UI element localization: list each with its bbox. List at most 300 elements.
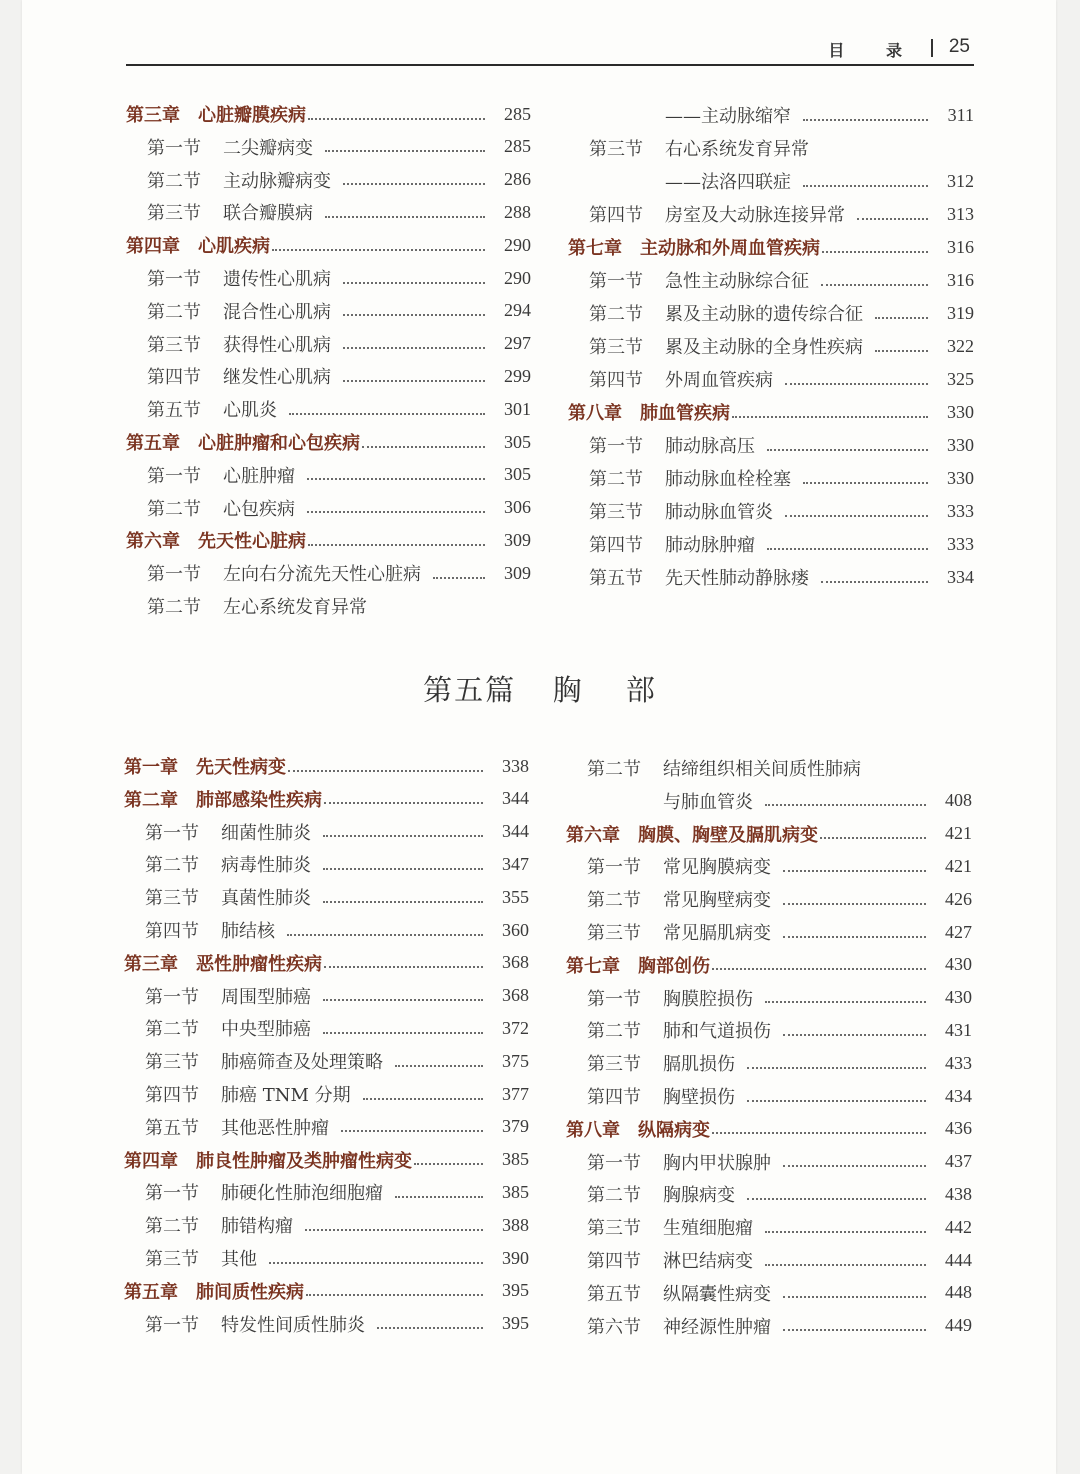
- toc-section-entry: [126, 461, 531, 489]
- toc-section-entry: [566, 1213, 972, 1241]
- dot-leader: [323, 998, 483, 1001]
- toc-page-number: 311: [947, 104, 974, 125]
- toc-page-number: 309: [504, 562, 531, 583]
- toc-section-number: 第二节: [145, 1019, 199, 1041]
- toc-section-entry: [566, 984, 972, 1012]
- toc-entry-title: 房室及大动脉连接异常: [665, 205, 845, 226]
- toc-chapter-entry: [124, 752, 529, 780]
- toc-page-number: 330: [947, 401, 974, 422]
- toc-section-number: 第三节: [587, 923, 641, 944]
- toc-page-number: 437: [945, 1151, 972, 1172]
- toc-section-entry: [124, 1310, 529, 1338]
- dot-leader: [820, 836, 926, 839]
- toc-page-number: 368: [502, 985, 529, 1006]
- dot-leader: [875, 349, 928, 352]
- toc-section-number: 第二节: [589, 469, 643, 490]
- toc-section-entry: [126, 592, 531, 620]
- toc-entry-title: 左向右分流先天性心脏病: [223, 564, 421, 586]
- dot-leader: [785, 514, 928, 517]
- dot-leader: [875, 316, 928, 319]
- toc-section-entry: [568, 200, 974, 228]
- page-number: 25: [948, 36, 970, 57]
- toc-entry-title: 累及主动脉的遗传综合征: [665, 304, 863, 325]
- dot-leader: [747, 1066, 926, 1069]
- dot-leader: [323, 1031, 483, 1034]
- toc-section-number: 第一节: [147, 564, 201, 586]
- toc-entry-title: 心肌炎: [223, 400, 277, 422]
- toc-entry-title: 胸膜腔损伤: [663, 988, 753, 1010]
- toc-section-entry: [126, 395, 531, 423]
- toc-chapter-entry: [568, 233, 974, 261]
- dot-leader: [783, 1328, 926, 1331]
- toc-section-entry: [126, 133, 531, 161]
- toc-page-number: 436: [945, 1118, 972, 1139]
- part-title-prefix: 第五篇: [423, 673, 517, 707]
- toc-page-number: 325: [947, 368, 974, 389]
- toc-section-number: 第六节: [587, 1316, 641, 1338]
- part-title-name: 胸 部: [552, 673, 657, 707]
- toc-section-number: 第一节: [589, 436, 643, 457]
- toc-entry-title: 肺错构瘤: [221, 1216, 293, 1238]
- dot-leader: [269, 1261, 483, 1264]
- toc-page-number: 434: [945, 1085, 972, 1106]
- toc-section-entry: [124, 1113, 529, 1141]
- toc-entry-title: 周围型肺癌: [221, 986, 311, 1008]
- toc-entry-title: 第五章 肺间质性疾病: [124, 1281, 304, 1303]
- toc-entry-title: 心包疾病: [223, 498, 295, 520]
- toc-entry-title: 第六章 胸膜、胸壁及膈肌病变: [566, 824, 818, 846]
- dot-leader: [343, 281, 485, 284]
- dot-leader: [803, 118, 928, 121]
- toc-section-entry: [566, 1246, 972, 1274]
- toc-section-number: 第四节: [145, 1085, 199, 1106]
- toc-section-entry: [126, 166, 531, 194]
- toc-section-number: 第一节: [587, 1152, 641, 1174]
- toc-page-number: 444: [945, 1249, 972, 1270]
- toc-entry-title: ——法洛四联症: [665, 172, 791, 193]
- dot-leader: [343, 379, 485, 382]
- toc-section-entry: [126, 330, 531, 358]
- dot-leader: [765, 1230, 926, 1233]
- toc-entry-title: 遗传性心肌病: [223, 269, 331, 290]
- toc-entry-title: 其他恶性肿瘤: [221, 1117, 329, 1139]
- toc-page-number: 285: [504, 136, 531, 157]
- toc-chapter-entry: [126, 100, 531, 128]
- toc-section-number: 第一节: [145, 822, 199, 844]
- dot-leader: [272, 248, 485, 251]
- toc-section-number: 第二节: [147, 597, 201, 618]
- toc-entry-title: 结缔组织相关间质性肺病: [663, 759, 861, 780]
- toc-page-number: 344: [502, 821, 529, 842]
- toc-section-number: 第三节: [145, 888, 199, 910]
- toc-chapter-entry: [568, 398, 974, 426]
- toc-entry-title: 胸内甲状腺肿: [663, 1152, 771, 1174]
- toc-chapter-entry: [124, 785, 529, 813]
- toc-section-number: 第一节: [587, 988, 641, 1010]
- toc-entry-title: 肺动脉高压: [665, 436, 755, 457]
- toc-section-entry: [124, 818, 529, 846]
- toc-section-number: 第五节: [147, 400, 201, 422]
- header-separator: [931, 39, 933, 57]
- dot-leader: [377, 1326, 483, 1329]
- toc-entry-title: 第四章 心肌疾病: [126, 236, 270, 258]
- toc-page-number: 285: [504, 103, 531, 124]
- toc-section-number: 第三节: [145, 1249, 199, 1270]
- toc-section-entry: [124, 1080, 529, 1108]
- dot-leader: [767, 448, 928, 451]
- toc-section-number: 第三节: [589, 502, 643, 523]
- toc-section-entry: [568, 101, 974, 129]
- toc-entry-title: 第二章 肺部感染性疾病: [124, 789, 322, 811]
- toc-page-number: 421: [945, 855, 972, 876]
- toc-page-number: 431: [945, 1019, 972, 1040]
- toc-page-number: 334: [947, 566, 974, 587]
- toc-section-number: 第一节: [147, 137, 201, 159]
- toc-page-number: 312: [947, 170, 974, 191]
- toc-page-number: 427: [945, 921, 972, 942]
- toc-section-entry: [568, 266, 974, 294]
- toc-section-entry: [568, 497, 974, 525]
- toc-page-number: 301: [504, 398, 531, 419]
- dot-leader: [767, 547, 928, 550]
- toc-page-number: 290: [504, 234, 531, 255]
- toc-chapter-entry: [124, 1146, 529, 1174]
- toc-section-number: 第四节: [589, 205, 643, 226]
- toc-page-number: 390: [502, 1247, 529, 1268]
- toc-section-entry: [566, 1180, 972, 1208]
- toc-entry-title: 先天性肺动静脉瘘: [665, 568, 809, 589]
- toc-page-number: 313: [947, 203, 974, 224]
- toc-page-number: 430: [945, 954, 972, 975]
- toc-entry-title: 联合瓣膜病: [223, 203, 313, 225]
- toc-chapter-entry: [126, 231, 531, 259]
- toc-entry-title: 其他: [221, 1249, 257, 1270]
- toc-section-entry: [566, 852, 972, 880]
- toc-page-number: 449: [945, 1315, 972, 1336]
- dot-leader: [287, 933, 483, 936]
- toc-entry-title: 与肺血管炎: [663, 791, 753, 813]
- dot-leader: [433, 576, 485, 579]
- toc-section-number: 第四节: [147, 367, 201, 389]
- toc-section-number: 第三节: [589, 139, 643, 160]
- toc-entry-title: 中央型肺癌: [221, 1019, 311, 1041]
- toc-section-entry: [566, 1016, 972, 1044]
- toc-entry-title: 外周血管疾病: [665, 370, 773, 391]
- toc-chapter-entry: [566, 951, 972, 979]
- dot-leader: [307, 477, 485, 480]
- toc-page-number: 322: [947, 335, 974, 356]
- toc-chapter-entry: [566, 1115, 972, 1143]
- toc-page-number: 338: [502, 755, 529, 776]
- dot-leader: [783, 935, 926, 938]
- toc-section-entry: [124, 1178, 529, 1206]
- toc-section-entry: [568, 431, 974, 459]
- toc-section-number: 第二节: [145, 1216, 199, 1238]
- dot-leader: [395, 1064, 483, 1067]
- toc-section-entry: [568, 134, 974, 162]
- toc-entry-title: 主动脉瓣病变: [223, 170, 331, 192]
- toc-section-entry: [124, 1244, 529, 1272]
- toc-page-number: 368: [502, 952, 529, 973]
- toc-entry-title: 膈肌损伤: [663, 1054, 735, 1076]
- toc-section-number: 第一节: [587, 857, 641, 879]
- dot-leader: [765, 1263, 926, 1266]
- toc-entry-title: 纵隔囊性病变: [663, 1283, 771, 1305]
- toc-entry-title: 肺和气道损伤: [663, 1021, 771, 1043]
- toc-entry-title: 特发性间质性肺炎: [221, 1314, 365, 1336]
- toc-entry-title: 肺动脉肿瘤: [665, 535, 755, 556]
- dot-leader: [324, 801, 483, 804]
- toc-section-number: 第三节: [147, 334, 201, 356]
- toc-entry-title: 第七章 主动脉和外周血管疾病: [568, 238, 820, 259]
- dot-leader: [363, 1097, 483, 1100]
- toc-entry-title: 第八章 肺血管疾病: [568, 403, 730, 424]
- toc-page-number: 288: [504, 201, 531, 222]
- dot-leader: [821, 283, 928, 286]
- toc-entry-title: 肺动脉血管炎: [665, 502, 773, 523]
- toc-page-number: 360: [502, 919, 529, 940]
- toc-entry-title: 第三章 恶性肿瘤性疾病: [124, 953, 322, 975]
- page-header: [126, 34, 974, 66]
- toc-section-entry: [126, 494, 531, 522]
- dot-leader: [325, 149, 485, 152]
- toc-page-number: 355: [502, 886, 529, 907]
- toc-entry-title: 获得性心肌病: [223, 334, 331, 356]
- dot-leader: [414, 1162, 483, 1165]
- toc-section-entry: [126, 264, 531, 292]
- toc-entry-title: 第五章 心脏肿瘤和心包疾病: [126, 433, 360, 454]
- toc-section-entry: [126, 198, 531, 226]
- toc-page-number: 421: [945, 823, 972, 844]
- toc-section-number: 第二节: [587, 890, 641, 912]
- toc-section-entry: [568, 530, 974, 558]
- dot-leader: [343, 313, 485, 316]
- toc-section-number: 第一节: [147, 269, 201, 290]
- dot-leader: [323, 867, 483, 870]
- toc-section-entry: [124, 916, 529, 944]
- toc-page-number: 305: [504, 431, 531, 452]
- toc-section-entry: [124, 1014, 529, 1042]
- toc-section-entry: [124, 850, 529, 878]
- toc-entry-title: 第七章 胸部创伤: [566, 955, 710, 977]
- toc-section-number: 第二节: [587, 759, 641, 780]
- toc-section-number: 第四节: [145, 921, 199, 942]
- part-title: [0, 668, 1080, 709]
- toc-page-number: 379: [502, 1116, 529, 1137]
- toc-entry-title: 第六章 先天性心脏病: [126, 531, 306, 553]
- toc-page-number: 347: [502, 853, 529, 874]
- toc-entry-title: 生殖细胞瘤: [663, 1218, 753, 1240]
- dot-leader: [783, 1295, 926, 1298]
- toc-page-number: 426: [945, 888, 972, 909]
- toc-section-entry: [568, 563, 974, 591]
- toc-section-number: 第四节: [587, 1251, 641, 1272]
- toc-entry-title: 神经源性肿瘤: [663, 1316, 771, 1338]
- toc-section-entry: [566, 1082, 972, 1110]
- dot-leader: [305, 1228, 483, 1231]
- toc-chapter-entry: [126, 428, 531, 456]
- toc-page-number: 316: [947, 236, 974, 257]
- dot-leader: [712, 1131, 926, 1134]
- dot-leader: [306, 1293, 483, 1296]
- dot-leader: [341, 1129, 483, 1132]
- dot-leader: [783, 869, 926, 872]
- toc-entry-title: 第八章 纵隔病变: [566, 1119, 710, 1141]
- toc-section-entry: [124, 1047, 529, 1075]
- dot-leader: [803, 481, 928, 484]
- toc-section-entry: [126, 362, 531, 390]
- toc-page-number: 305: [504, 464, 531, 485]
- toc-entry-title: 混合性心肌病: [223, 301, 331, 323]
- toc-entry-title: 细菌性肺炎: [221, 822, 311, 844]
- toc-entry-title: 累及主动脉的全身性疾病: [665, 337, 863, 358]
- toc-page-number: 333: [947, 500, 974, 521]
- toc-page-number: 344: [502, 788, 529, 809]
- toc-entry-title: 肺癌筛查及处理策略: [221, 1052, 383, 1074]
- toc-entry-title: 第三章 心脏瓣膜疾病: [126, 105, 306, 126]
- toc-page-number: 316: [947, 269, 974, 290]
- dot-leader: [822, 250, 928, 253]
- toc-section-number: 第一节: [145, 1183, 199, 1205]
- toc-page-number: 309: [504, 529, 531, 550]
- toc-entry-title: 真菌性肺炎: [221, 888, 311, 910]
- toc-entry-title: 常见胸膜病变: [663, 857, 771, 879]
- toc-section-number: 第二节: [147, 301, 201, 323]
- toc-entry-title: 肺结核: [221, 921, 275, 942]
- toc-page-number: 290: [504, 267, 531, 288]
- toc-section-number: 第五节: [587, 1283, 641, 1305]
- dot-leader: [785, 382, 928, 385]
- toc-page-number: 430: [945, 987, 972, 1008]
- toc-section-entry: [124, 1211, 529, 1239]
- dot-leader: [362, 445, 485, 448]
- toc-entry-title: 淋巴结病变: [663, 1251, 753, 1272]
- dot-leader: [289, 412, 485, 415]
- toc-page-number: 372: [502, 1017, 529, 1038]
- toc-page-number: 299: [504, 365, 531, 386]
- toc-page-number: 438: [945, 1183, 972, 1204]
- toc-entry-title: 常见胸壁病变: [663, 890, 771, 912]
- toc-entry-title: 第一章 先天性病变: [124, 757, 286, 778]
- toc-section-entry: [568, 365, 974, 393]
- toc-page-number: 395: [502, 1280, 529, 1301]
- dot-leader: [783, 1033, 926, 1036]
- toc-entry-title: 肺动脉血栓栓塞: [665, 469, 791, 490]
- dot-leader: [308, 543, 485, 546]
- toc-section-entry: [566, 1148, 972, 1176]
- toc-section-number: 第三节: [589, 337, 643, 358]
- toc-page-number: 319: [947, 302, 974, 323]
- toc-section-entry: [566, 1279, 972, 1307]
- toc-page-number: 388: [502, 1214, 529, 1235]
- toc-section-number: 第二节: [589, 304, 643, 325]
- toc-page-number: 306: [504, 497, 531, 518]
- toc-entry-title: 右心系统发育异常: [665, 139, 809, 160]
- dot-leader: [307, 510, 485, 513]
- toc-page-number: 442: [945, 1216, 972, 1237]
- dot-leader: [712, 967, 926, 970]
- toc-entry-title: 急性主动脉综合征: [665, 271, 809, 292]
- dot-leader: [288, 769, 483, 772]
- dot-leader: [857, 217, 928, 220]
- toc-chapter-entry: [124, 1277, 529, 1305]
- toc-section-entry: [566, 885, 972, 913]
- toc-page-number: 395: [502, 1313, 529, 1334]
- toc-page-number: 408: [945, 790, 972, 811]
- toc-entry-title: 心脏肿瘤: [223, 465, 295, 487]
- toc-page-number: 375: [502, 1050, 529, 1071]
- toc-section-entry: [566, 754, 972, 782]
- toc-section-number: 第三节: [147, 203, 201, 225]
- dot-leader: [343, 346, 485, 349]
- dot-leader: [324, 965, 483, 968]
- toc-entry-title: 肺硬化性肺泡细胞瘤: [221, 1183, 383, 1205]
- toc-section-entry: [126, 297, 531, 325]
- toc-page-number: 297: [504, 333, 531, 354]
- toc-section-entry: [568, 332, 974, 360]
- dot-leader: [323, 900, 483, 903]
- toc-section-number: 第三节: [145, 1052, 199, 1074]
- toc-page-number: 330: [947, 434, 974, 455]
- toc-section-entry: [566, 1049, 972, 1077]
- toc-section-entry: [566, 787, 972, 815]
- dot-leader: [821, 580, 928, 583]
- dot-leader: [765, 1000, 926, 1003]
- dot-leader: [783, 902, 926, 905]
- toc-page-number: 330: [947, 467, 974, 488]
- toc-section-number: 第二节: [147, 498, 201, 520]
- dot-leader: [323, 834, 483, 837]
- toc-page-number: 448: [945, 1282, 972, 1303]
- toc-section-entry: [566, 918, 972, 946]
- toc-section-entry: [124, 883, 529, 911]
- toc-section-entry: [568, 167, 974, 195]
- dot-leader: [343, 182, 485, 185]
- toc-page-number: 433: [945, 1052, 972, 1073]
- toc-entry-title: 肺癌 TNM 分期: [221, 1085, 351, 1106]
- toc-section-number: 第四节: [589, 370, 643, 391]
- header-title: 目 录: [828, 41, 920, 60]
- dot-leader: [747, 1099, 926, 1102]
- toc-page-number: 377: [502, 1083, 529, 1104]
- dot-leader: [803, 184, 928, 187]
- toc-chapter-entry: [566, 820, 972, 848]
- dot-leader: [308, 117, 485, 120]
- toc-chapter-entry: [126, 526, 531, 554]
- dot-leader: [395, 1195, 483, 1198]
- toc-page-number: 333: [947, 533, 974, 554]
- toc-chapter-entry: [124, 949, 529, 977]
- toc-section-number: 第三节: [587, 1218, 641, 1240]
- toc-entry-title: 二尖瓣病变: [223, 137, 313, 159]
- toc-section-number: 第四节: [587, 1087, 641, 1108]
- toc-section-number: 第一节: [589, 271, 643, 292]
- toc-section-number: 第二节: [587, 1185, 641, 1207]
- toc-entry-title: 常见膈肌病变: [663, 923, 771, 944]
- toc-section-number: 第二节: [145, 855, 199, 877]
- toc-page-number: 294: [504, 300, 531, 321]
- dot-leader: [747, 1197, 926, 1200]
- toc-entry-title: 胸腺病变: [663, 1185, 735, 1207]
- toc-page-number: 385: [502, 1149, 529, 1170]
- toc-section-number: 第五节: [145, 1117, 199, 1139]
- dot-leader: [783, 1164, 926, 1167]
- toc-entry-title: 第四章 肺良性肿瘤及类肿瘤性病变: [124, 1150, 412, 1172]
- dot-leader: [732, 415, 928, 418]
- toc-entry-title: 病毒性肺炎: [221, 855, 311, 877]
- toc-section-entry: [124, 982, 529, 1010]
- toc-section-number: 第二节: [587, 1021, 641, 1043]
